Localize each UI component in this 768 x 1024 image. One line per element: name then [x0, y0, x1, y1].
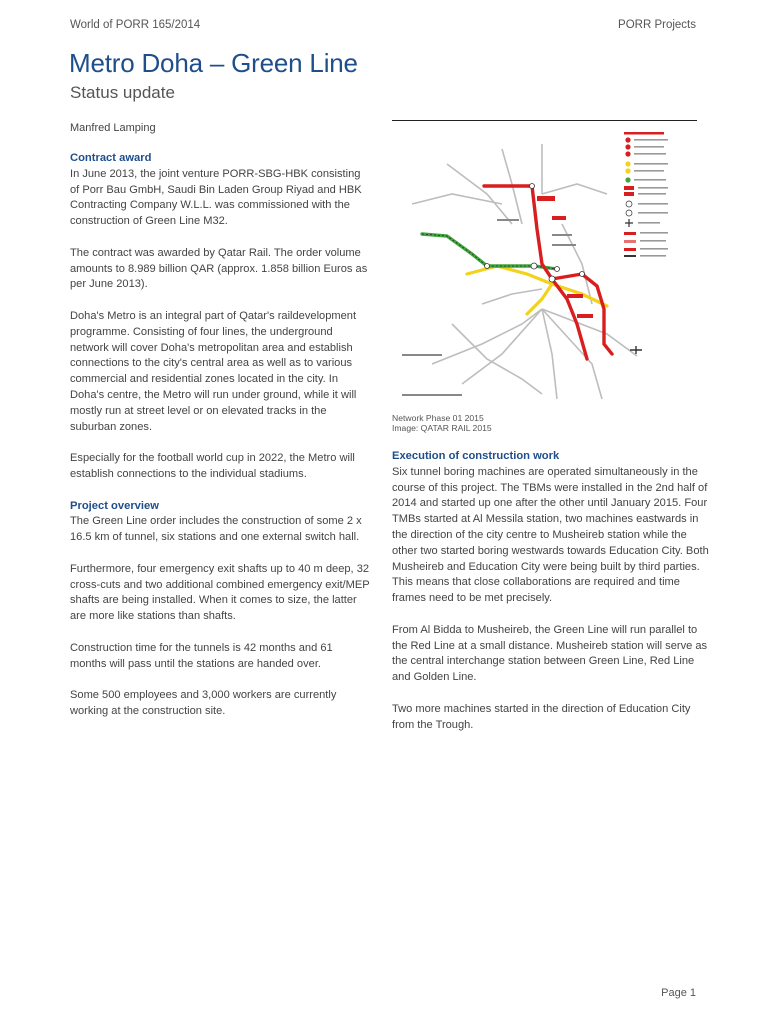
page-title: Metro Doha – Green Line — [69, 48, 358, 78]
contract-award-heading: Contract award — [70, 152, 152, 164]
paragraph: Two more machines started in the direction of Education City from the Trough. — [392, 702, 691, 731]
paragraph: Furthermore, four emergency exit shafts up to 40 m deep, 32 cross-cuts and two additional combined emergency exit/MEP shafts are being installed. When it comes to size, the latter are more like stations than shafts. — [70, 562, 370, 623]
paragraph: Especially for the football world cup in 2022, the Metro will establish connections to the individual stadiums. — [70, 452, 355, 480]
paragraph: Construction time for the tunnels is 42 months and 61 months will pass until the stations are handed over. — [70, 641, 333, 670]
map-caption-title: Network Phase 01 2015 — [392, 413, 484, 423]
map-caption-credit: Image: QATAR RAIL 2015 — [392, 423, 492, 434]
author: Manfred Lamping — [70, 122, 156, 134]
header-section: PORR Projects — [618, 19, 696, 31]
page-number: Page 1 — [661, 987, 696, 999]
paragraph: In June 2013, the joint venture PORR-SBG-HBK consisting of Porr Bau GmbH, Saudi Bin Laden Group Riyad and HBK Contracting Company W.L.L. was commissioned with the construction of Green Line M32. — [70, 167, 362, 228]
execution-heading: Execution of construction work — [392, 450, 560, 462]
map-top-rule — [392, 120, 697, 121]
map-caption — [392, 413, 492, 434]
metro-network-map — [392, 124, 697, 412]
paragraph: Six tunnel boring machines are operated simultaneously in the course of this project. The TBMs were installed in the 2nd half of 2014 and started up one after the other until January 2015. Four TMBs started at Al Messila station, two machines eastwards in the direction of the city centre to Musheireb station while the other two started boring westwards towards Education City. Both Musheireb and Education City were being built by third parties. This means that close collaborations are required and time frames need to be met precisely. — [392, 465, 709, 605]
header-publication: World of PORR 165/2014 — [70, 19, 201, 31]
paragraph: Doha's Metro is an integral part of Qatar's raildevelopment programme. Consisting of four lines, the underground network will cover Doha's metropolitan area and establish connections to the city's central area as well as to various commercial and residential zones located in the city. In Doha's centre, the Metro will run under ground, while it will mostly run at street level or on elevated tracks in the suburban zones. — [70, 309, 357, 433]
page-subtitle: Status update — [70, 83, 175, 102]
right-column — [392, 449, 710, 749]
paragraph: The contract was awarded by Qatar Rail. The order volume amounts to 8.989 billion QAR (approx. 1.858 billion Euros as per June 2013). — [70, 246, 368, 291]
left-column — [70, 151, 370, 735]
paragraph: From Al Bidda to Musheireb, the Green Line will run parallel to the Red Line at a small distance. Musheireb station will serve as the central interchange station between Green Line, Red Line and Golden Line. — [392, 623, 708, 684]
paragraph: The Green Line order includes the construction of some 2 x 16.5 km of tunnel, six stations and one external switch hall. — [70, 515, 362, 544]
paragraph: Some 500 employees and 3,000 workers are currently working at the construction site. — [70, 689, 337, 717]
project-overview-heading: Project overview — [70, 499, 159, 512]
